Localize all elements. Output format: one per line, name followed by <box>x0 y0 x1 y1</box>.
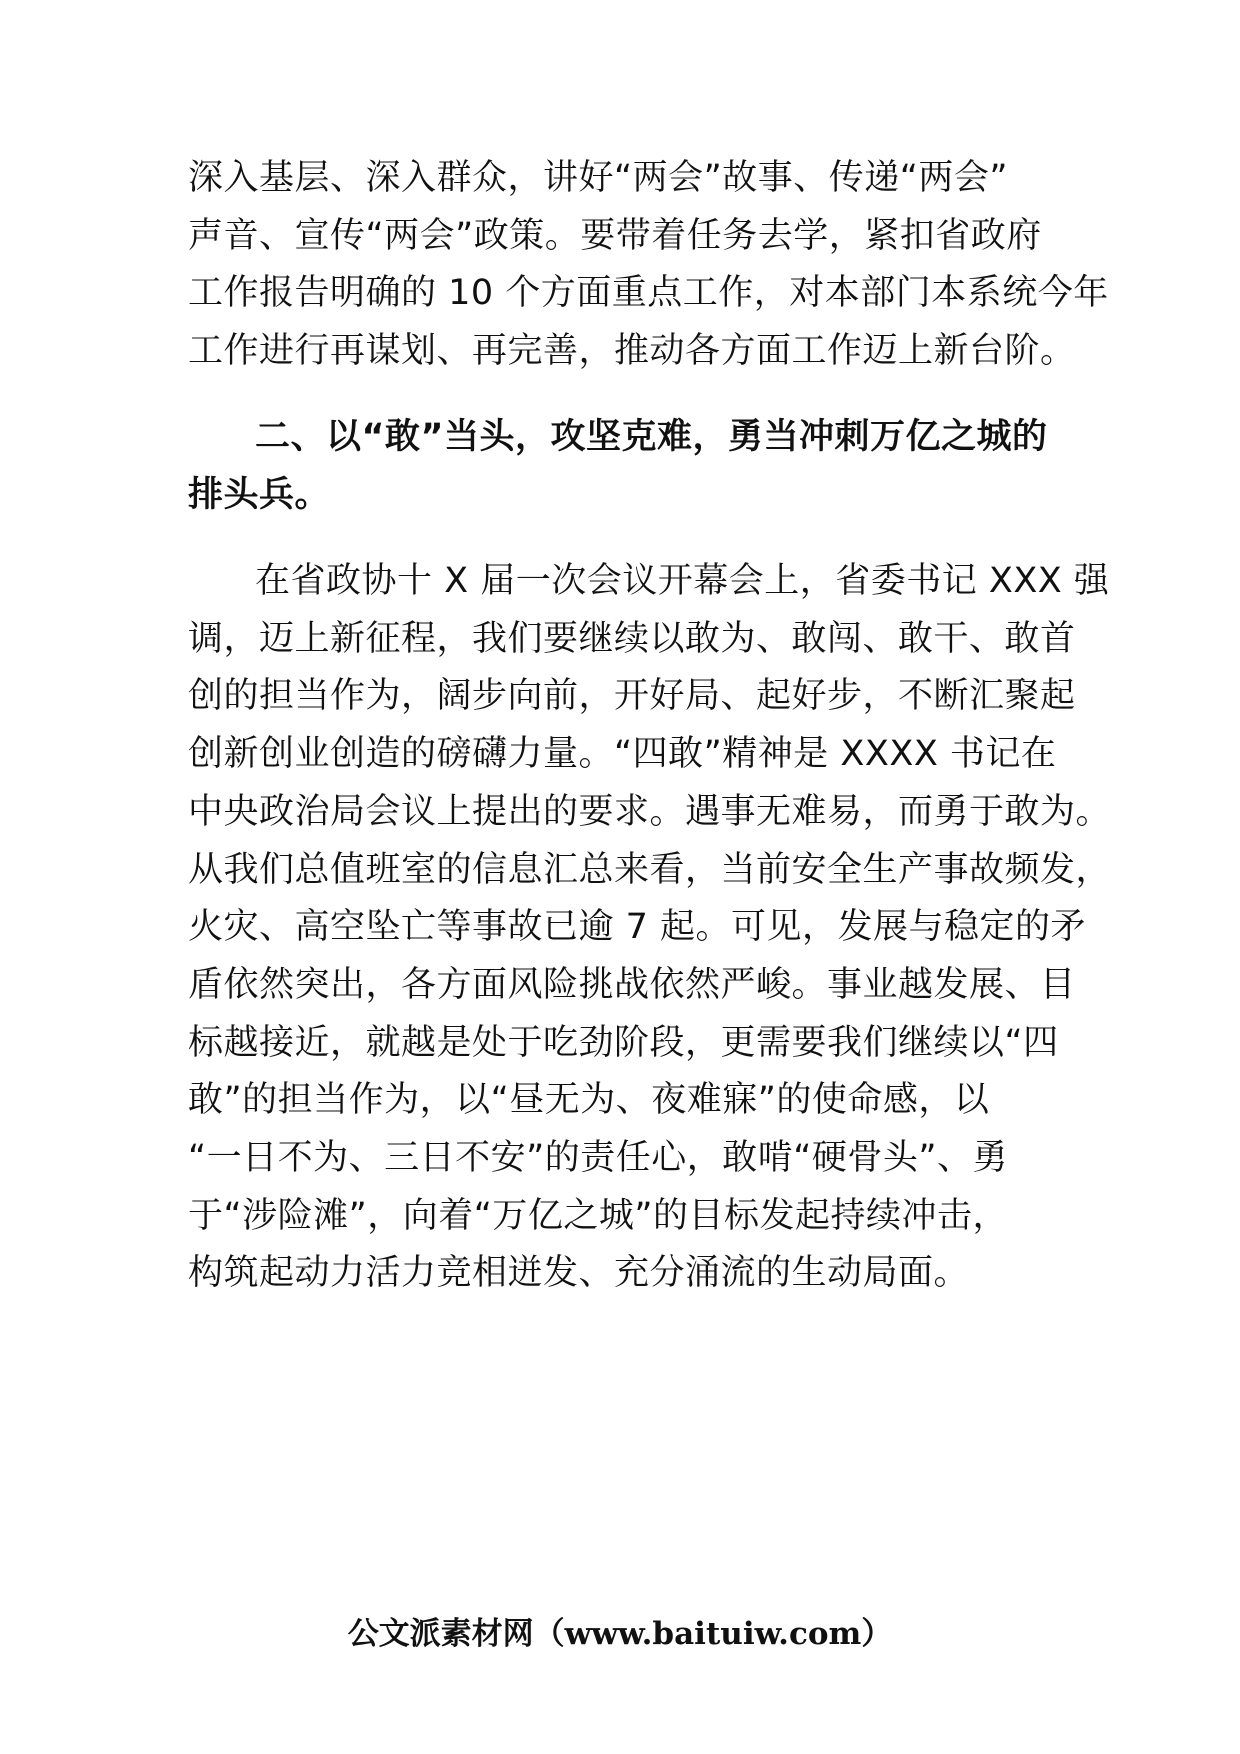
paragraph-line: 于“涉险滩”，向着“万亿之城”的目标发起持续冲击， <box>188 1196 1009 1236</box>
paragraph-line: 构筑起动力活力竞相迸发、充分涌流的生动局面。 <box>188 1253 970 1293</box>
paragraph-line: 火灾、高空坠亡等事故已逾 7 起。可见，发展与稳定的矛 <box>188 907 1087 947</box>
paragraph-line: 工作进行再谋划、再完善，推动各方面工作迈上新台阶。 <box>188 331 1076 371</box>
paragraph-line: 创的担当作为，阔步向前，开好局、起好步，不断汇聚起 <box>188 676 1076 716</box>
paragraph-line: “一日不为、三日不安”的责任心，敢啃“硬骨头”、勇 <box>188 1138 1009 1178</box>
footer-source: 公文派素材网（www.baituiw.com） <box>347 1616 893 1652</box>
paragraph-line: 盾依然突出，各方面风险挑战依然严峻。事业越发展、目 <box>188 965 1076 1005</box>
heading-line: 二、以“敢”当头，攻坚克难，勇当冲刺万亿之城的 <box>255 417 1048 457</box>
paragraph-line: 调，迈上新征程，我们要继续以敢为、敢闯、敢干、敢首 <box>188 619 1076 659</box>
paragraph-line: 从我们总值班室的信息汇总来看，当前安全生产事故频发， <box>188 850 1112 890</box>
heading-line: 排头兵。 <box>188 475 331 515</box>
paragraph-line: 在省政协十 X 届一次会议开幕会上，省委书记 XXX 强 <box>255 561 1110 601</box>
paragraph-line: 标越接近，就越是处于吃劲阶段，更需要我们继续以“四 <box>188 1023 1059 1063</box>
paragraph-line: 工作报告明确的 10 个方面重点工作，对本部门本系统今年 <box>188 273 1109 313</box>
paragraph-line: 声音、宣传“两会”政策。要带着任务去学，紧扣省政府 <box>188 216 1042 256</box>
paragraph-line: 深入基层、深入群众，讲好“两会”故事、传递“两会” <box>188 158 1009 198</box>
paragraph-line: 创新创业创造的磅礴力量。“四敢”精神是 XXXX 书记在 <box>188 734 1057 774</box>
paragraph-line: 中央政治局会议上提出的要求。遇事无难易，而勇于敢为。 <box>188 792 1112 832</box>
paragraph-line: 敢”的担当作为，以“昼无为、夜难寐”的使命感，以 <box>188 1080 990 1120</box>
